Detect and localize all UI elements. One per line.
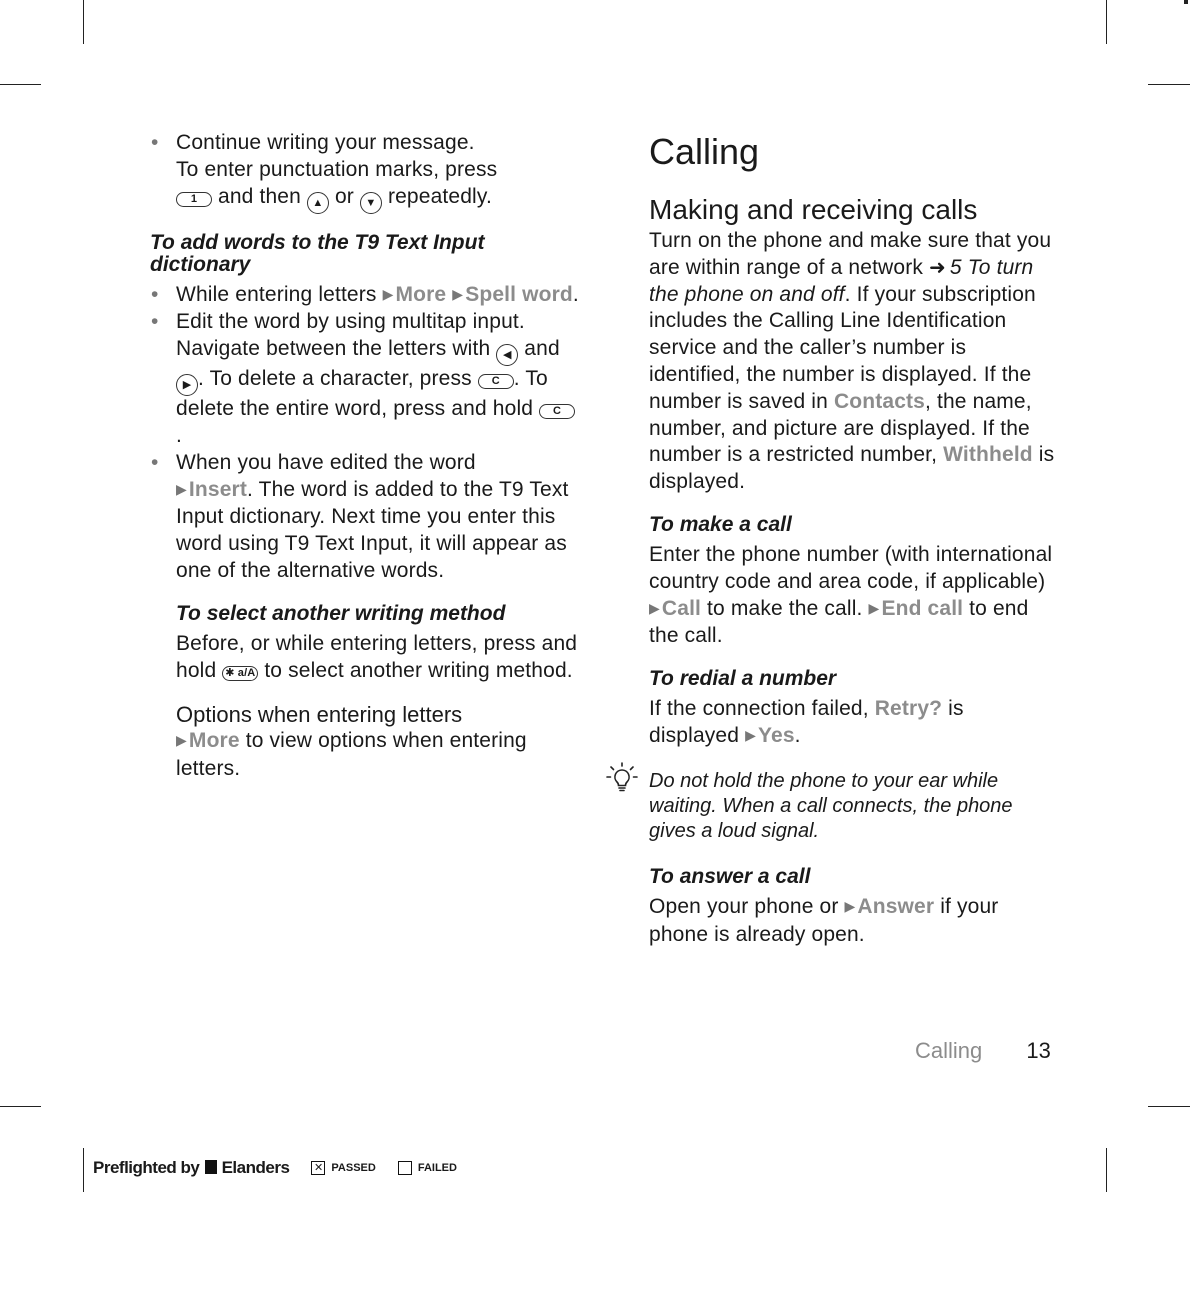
menu-more: More: [395, 282, 447, 306]
elanders-logo: Elanders: [205, 1158, 289, 1178]
status-retry: Retry?: [874, 697, 943, 721]
failed-checkbox-icon: [398, 1161, 412, 1175]
bullet-edit-word: • Edit the word by using multitap input. Navigate between the letters with ◀ and ▶ . To delete a character, press C . To delete the entire word, press and hold C.: [150, 309, 580, 449]
elanders-logo-icon: [205, 1160, 217, 1174]
select-method-heading: To select another writing method: [176, 601, 506, 625]
menu-contacts: Contacts: [833, 389, 926, 413]
crop-mark: [0, 1106, 41, 1107]
arrow-icon: ▶: [176, 732, 187, 749]
menu-more: More: [188, 729, 240, 753]
registration-dot: [1184, 0, 1188, 4]
menu-insert: Insert: [188, 477, 248, 501]
cross-reference: 5 To turn the phone on and off: [649, 255, 1034, 306]
crop-mark: [83, 1148, 84, 1192]
menu-end-call: End call: [881, 596, 964, 620]
key-c-icon: C: [478, 374, 514, 389]
passed-label: PASSED: [331, 1162, 376, 1174]
key-c-icon: C: [539, 404, 575, 419]
bullet-insert-word: • When you have edited the word ▶Insert. The word is added to the T9 Text Input dictionary. Next time you enter this word using T9 Text Input, it will appear as one of the alternative words.: [150, 450, 580, 585]
right-column: [649, 130, 1059, 948]
bullet-continue-writing: • Continue writing your message. To enter punctuation marks, press 1 and then ▲ or ▼ repeatedly.: [150, 130, 580, 214]
cross-reference-arrow-icon: ➜: [929, 256, 946, 279]
answer-text: Open your phone or ▶Answer if your phone is already open.: [649, 894, 999, 946]
arrow-icon: ▶: [382, 285, 394, 302]
intro-paragraph: Turn on the phone and make sure that you are within range of a network ➜ 5 To turn the phone on and off. If your subscription includes the Calling Line Identification service and the caller’s number is identified, the number is displayed. If the number is saved in Contacts, the name, number, and picture are displayed. If the number is a restricted number, Withheld is displayed.: [649, 229, 1055, 494]
options-text: ▶More to view options when entering letters.: [176, 729, 527, 781]
nav-down-key-icon: ▼: [360, 192, 382, 214]
page-number: 13: [1026, 1038, 1051, 1063]
key-star-icon: ✱ a/A: [222, 666, 258, 681]
make-call-text: Enter the phone number (with international country code and area code, if applicable) ▶Call to make the call. ▶End call to end the call.: [649, 542, 1053, 648]
menu-answer: Answer: [857, 894, 935, 918]
menu-spell-word: Spell word: [465, 282, 573, 306]
status-withheld: Withheld: [943, 443, 1033, 467]
preflight-stamp: [93, 1158, 457, 1178]
add-words-heading: To add words to the T9 Text Input dictionary: [150, 230, 485, 276]
make-call-heading: To make a call: [649, 512, 792, 536]
select-method-text: Before, or while entering letters, press and hold ✱ a/A to select another writing method.: [176, 631, 578, 682]
crop-mark: [1106, 0, 1107, 44]
arrow-icon: ▶: [844, 897, 856, 914]
arrow-icon: ▶: [745, 726, 756, 743]
nav-up-key-icon: ▲: [307, 192, 329, 214]
tip-note: Do not hold the phone to your ear while waiting. When a call connects, the phone gives a loud signal.: [649, 769, 1059, 844]
crop-mark: [1106, 1148, 1107, 1192]
arrow-icon: ▶: [452, 285, 464, 302]
footer-section: Calling: [915, 1038, 983, 1063]
section-heading: Making and receiving calls: [649, 194, 978, 225]
answer-heading: To answer a call: [649, 864, 811, 888]
menu-yes: Yes: [758, 723, 795, 747]
menu-call: Call: [661, 596, 702, 620]
crop-mark: [1148, 1106, 1190, 1107]
passed-checkbox-icon: ✕: [311, 1161, 325, 1175]
nav-left-key-icon: ◀: [496, 344, 518, 366]
left-column: [150, 130, 580, 783]
crop-mark: [0, 84, 41, 85]
options-heading: Options when entering letters: [176, 702, 463, 728]
arrow-icon: ▶: [176, 480, 187, 497]
page-footer: [915, 1038, 1051, 1064]
page-title: Calling: [649, 131, 760, 172]
nav-right-key-icon: ▶: [176, 374, 198, 396]
crop-mark: [83, 0, 84, 44]
arrow-icon: ▶: [868, 599, 880, 616]
preflight-label: Preflighted by: [93, 1158, 200, 1177]
arrow-icon: ▶: [649, 599, 660, 616]
failed-label: FAILED: [417, 1162, 457, 1174]
key-1-icon: 1: [176, 192, 212, 207]
lightbulb-tip-icon: [604, 761, 640, 797]
bullet-spell-word: • While entering letters ▶More ▶Spell word.: [150, 282, 580, 310]
redial-heading: To redial a number: [649, 667, 837, 691]
redial-text: If the connection failed, Retry? is displayed ▶Yes.: [649, 697, 964, 747]
crop-mark: [1148, 84, 1190, 85]
